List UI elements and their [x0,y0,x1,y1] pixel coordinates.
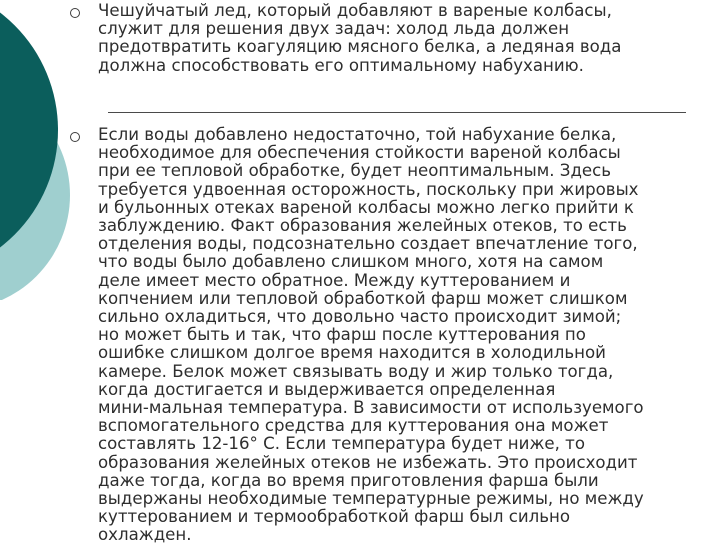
dark-teal-circle [0,0,58,278]
bullet-item-ice [70,2,720,75]
light-teal-circle [0,80,70,300]
bullet-text: Чешуйчатый лед, который добавляют в вареные колбасы, служит для решения двух задач: холод льда должен предотвратить коагуляцию мясного белка, а ледяная вода должна способствовать его оптимальному набуханию. [98,1,622,75]
bullet-item-water [70,126,720,545]
bullet-circle-icon [70,8,80,18]
bullet-circle-icon [70,132,80,142]
bullet-text: Если воды добавлено недостаточно, той набухание белка, необходимое для обеспечения стойкости вареной колбасы при ее тепловой обработке, будет неоптимальным. Здесь требуется удвоенная осторожность, поскольку при жировых и бульонных отеках вареной колбасы можно легко прийти к заблуждению. Факт образования желейных отеков, то есть отделения воды, подсознательно создает впечатление того, что воды было добавлено слишком много, хотя на самом деле имеет место обратное. Между куттерованием и копчением или тепловой обработкой фарш может слишком сильно охладиться, что довольно часто происходит зимой; но может быть и так, что фарш после куттерования по ошибке слишком долгое время находится в холодильной камере. Белок может связывать воду и жир только тогда, когда достигается и выдерживается определенная мини-мальная температура. В зависимости от используемого вспомогательного средства для куттерования она может составлять 12-16° С. Если температура будет ниже, то образования желейных отеков не избежать. Это происходит даже тогда, когда во время приготовления фарша были выдержаны необходимые температурные режимы, но между куттерованием и термообработкой фарш был сильно охлажден. [98,125,644,545]
divider-line [108,112,686,113]
decorative-circles [0,0,80,300]
